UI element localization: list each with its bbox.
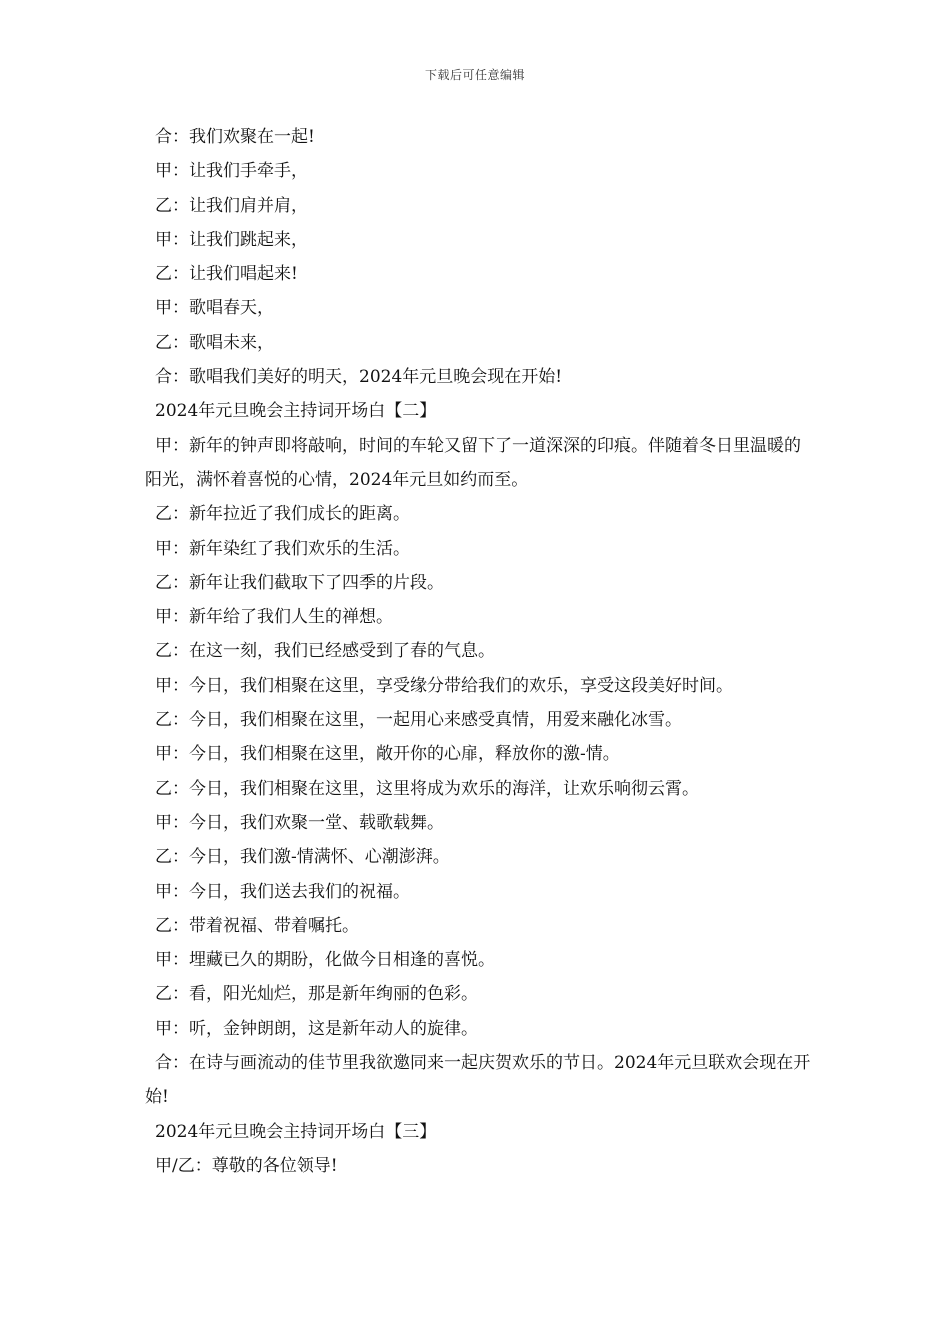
section-heading: 2024年元旦晚会主持词开场白【二】	[155, 401, 437, 422]
script-line: 甲：新年给了我们人生的禅想。	[155, 607, 393, 628]
script-line: 乙：带着祝福、带着嘱托。	[155, 915, 359, 936]
script-line: 合：在诗与画流动的佳节里我欲邀同来一起庆贺欢乐的节日。2024年元旦联欢会现在开始!	[145, 1053, 811, 1108]
script-line: 合：歌唱我们美好的明天，2024年元旦晚会现在开始!	[155, 367, 563, 388]
script-line: 乙：看，阳光灿烂，那是新年绚丽的色彩。	[155, 984, 478, 1005]
script-line: 甲：今日，我们相聚在这里，敞开你的心扉，释放你的激-情。	[155, 744, 620, 765]
document-body	[145, 120, 813, 1183]
script-line: 甲：今日，我们相聚在这里，享受缘分带给我们的欢乐，享受这段美好时间。	[155, 675, 733, 696]
script-line: 甲：听，金钟朗朗，这是新年动人的旋律。	[155, 1018, 478, 1039]
script-line: 甲：埋藏已久的期盼，化做今日相逢的喜悦。	[155, 950, 495, 971]
script-line: 乙：今日，我们相聚在这里，一起用心来感受真情，用爱来融化冰雪。	[155, 710, 682, 731]
script-line: 乙：新年拉近了我们成长的距离。	[155, 504, 410, 525]
script-line: 甲：今日，我们送去我们的祝福。	[155, 881, 410, 902]
script-line: 甲：新年的钟声即将敲响，时间的车轮又留下了一道深深的印痕。伴随着冬日里温暖的阳光，满怀着喜悦的心情，2024年元旦如约而至。	[145, 435, 801, 490]
section-heading: 2024年元旦晚会主持词开场白【三】	[155, 1121, 437, 1142]
script-line: 乙：今日，我们激-情满怀、心潮澎湃。	[155, 847, 450, 868]
script-line: 乙：新年让我们截取下了四季的片段。	[155, 572, 444, 593]
script-line: 乙：在这一刻，我们已经感受到了春的气息。	[155, 641, 495, 662]
script-line: 合：我们欢聚在一起!	[155, 127, 315, 147]
script-line: 乙：让我们肩并肩，	[155, 195, 308, 216]
script-line: 乙：今日，我们相聚在这里，这里将成为欢乐的海洋，让欢乐响彻云霄。	[155, 778, 699, 799]
script-line: 乙：歌唱未来，	[155, 332, 274, 353]
script-line: 甲：让我们跳起来，	[155, 229, 308, 250]
script-line: 甲：让我们手牵手，	[155, 161, 308, 182]
script-line: 甲：今日，我们欢聚一堂、载歌载舞。	[155, 812, 444, 833]
script-line: 甲/乙：尊敬的各位领导!	[155, 1155, 338, 1176]
script-line: 甲：歌唱春天，	[155, 298, 274, 319]
page-header-note: 下载后可任意编辑	[424, 68, 525, 82]
script-line: 甲：新年染红了我们欢乐的生活。	[155, 538, 410, 559]
script-line: 乙：让我们唱起来!	[155, 264, 298, 285]
